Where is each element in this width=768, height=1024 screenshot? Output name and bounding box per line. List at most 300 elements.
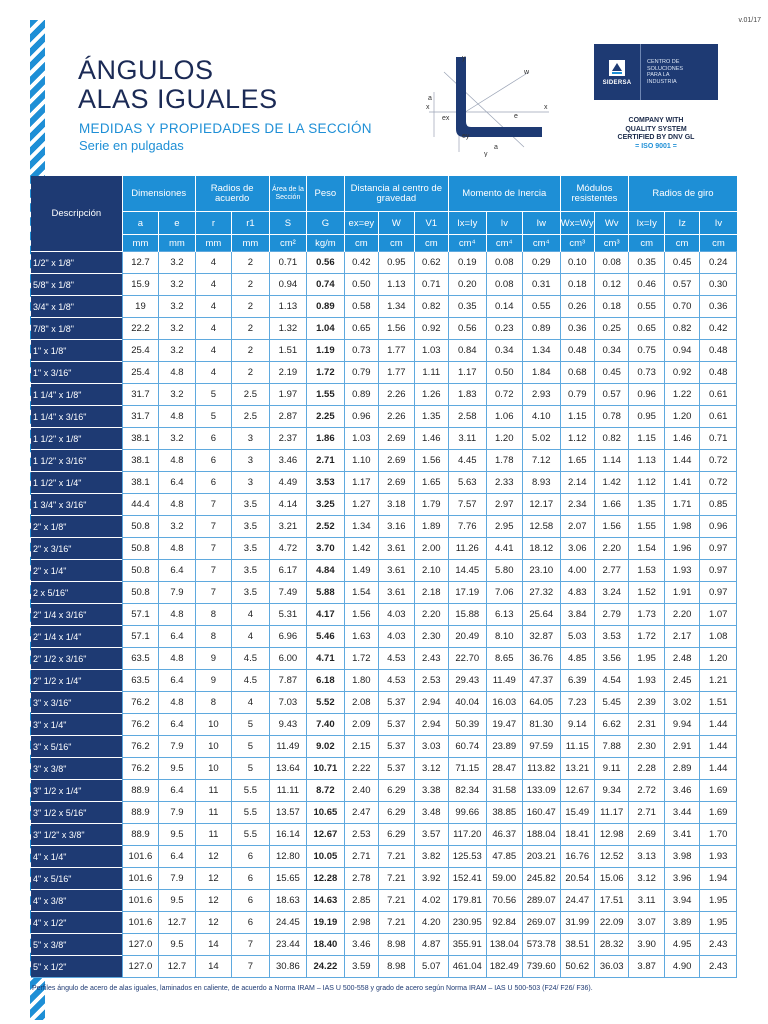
table-row xyxy=(31,516,737,538)
row-description: 2 x 5/16" xyxy=(31,582,122,604)
table-cell: 0.82 xyxy=(594,428,628,450)
table-cell: 12 xyxy=(195,890,231,912)
table-cell: 0.45 xyxy=(594,362,628,384)
row-description: 4" x 1/2" xyxy=(31,912,122,934)
table-cell: 4.20 xyxy=(414,912,448,934)
table-cell: 1.89 xyxy=(414,516,448,538)
table-cell: 12.67 xyxy=(560,780,594,802)
table-cell: 3.2 xyxy=(159,428,196,450)
table-cell: 3.5 xyxy=(232,582,269,604)
table-row xyxy=(31,648,737,670)
table-cell: 1.19 xyxy=(307,340,344,362)
table-cell: 4 xyxy=(195,318,231,340)
table-cell: 5.03 xyxy=(560,626,594,648)
table-cell: 2.72 xyxy=(629,780,664,802)
table-cell: 99.66 xyxy=(449,802,486,824)
table-cell: 4.03 xyxy=(379,626,414,648)
table-cell: 3.2 xyxy=(159,274,196,296)
table-cell: 0.34 xyxy=(486,340,522,362)
table-cell: 16.14 xyxy=(269,824,306,846)
table-cell: 0.82 xyxy=(664,318,699,340)
table-cell: 2.78 xyxy=(344,868,378,890)
table-cell: 7.21 xyxy=(379,868,414,890)
table-cell: 2.07 xyxy=(560,516,594,538)
table-cell: 22.2 xyxy=(122,318,158,340)
table-cell: 0.48 xyxy=(700,362,737,384)
table-cell: 11.26 xyxy=(449,538,486,560)
table-row xyxy=(31,846,737,868)
table-cell: 13.64 xyxy=(269,758,306,780)
table-cell: 6 xyxy=(195,472,231,494)
table-cell: 7.21 xyxy=(379,912,414,934)
table-cell: 1.98 xyxy=(664,516,699,538)
table-cell: 15.88 xyxy=(449,604,486,626)
table-cell: 11 xyxy=(195,802,231,824)
table-cell: 28.32 xyxy=(594,934,628,956)
table-cell: 3.16 xyxy=(379,516,414,538)
table-cell: 70.56 xyxy=(486,890,522,912)
table-cell: 11.11 xyxy=(269,780,306,802)
table-cell: 2.43 xyxy=(700,956,737,978)
table-cell: 2.19 xyxy=(269,362,306,384)
table-cell: 2.47 xyxy=(344,802,378,824)
table-cell: 2.95 xyxy=(486,516,522,538)
table-cell: 10 xyxy=(195,758,231,780)
table-row xyxy=(31,890,737,912)
table-cell: 8.98 xyxy=(379,956,414,978)
table-cell: 18.12 xyxy=(523,538,561,560)
table-cell: 5.37 xyxy=(379,692,414,714)
table-cell: 0.18 xyxy=(560,274,594,296)
table-cell: 6.4 xyxy=(159,846,196,868)
table-cell: 0.61 xyxy=(700,384,737,406)
table-cell: 38.51 xyxy=(560,934,594,956)
table-cell: 1.55 xyxy=(307,384,344,406)
table-cell: 2.85 xyxy=(344,890,378,912)
table-cell: 1.77 xyxy=(379,362,414,384)
table-cell: 127.0 xyxy=(122,956,158,978)
table-cell: 25.64 xyxy=(523,604,561,626)
table-cell: 4 xyxy=(195,274,231,296)
company-logo xyxy=(594,44,718,100)
table-cell: 6.00 xyxy=(269,648,306,670)
logo-brand: SIDERSA xyxy=(602,79,632,86)
table-cell: 2.5 xyxy=(232,406,269,428)
table-cell: 1.65 xyxy=(560,450,594,472)
header-unit: mm xyxy=(195,235,231,252)
table-cell: 5.88 xyxy=(307,582,344,604)
table-cell: 4.03 xyxy=(379,604,414,626)
logo-text-line: INDUSTRIA xyxy=(647,78,677,85)
table-cell: 289.07 xyxy=(523,890,561,912)
table-cell: 2.97 xyxy=(486,494,522,516)
header-symbol: Wv xyxy=(594,212,628,235)
table-cell: 2.33 xyxy=(486,472,522,494)
table-cell: 269.07 xyxy=(523,912,561,934)
cert-iso: = ISO 9001 = xyxy=(635,142,677,150)
table-cell: 4.95 xyxy=(664,934,699,956)
table-cell: 3.87 xyxy=(629,956,664,978)
table-cell: 1.35 xyxy=(629,494,664,516)
table-cell: 3.41 xyxy=(664,824,699,846)
diagram-label-x-right: x xyxy=(544,104,548,111)
table-cell: 9.11 xyxy=(594,758,628,780)
table-cell: 1.44 xyxy=(664,450,699,472)
logo-text-line: CENTRO DE xyxy=(647,59,680,65)
table-cell: 1.11 xyxy=(414,362,448,384)
header-unit: cm xyxy=(379,235,414,252)
diagram-label-x-left: x xyxy=(426,104,430,111)
table-cell: 3.98 xyxy=(664,846,699,868)
table-cell: 14 xyxy=(195,934,231,956)
table-cell: 0.23 xyxy=(486,318,522,340)
table-cell: 2.22 xyxy=(344,758,378,780)
table-cell: 6 xyxy=(195,450,231,472)
table-cell: 1.95 xyxy=(629,648,664,670)
table-cell: 1.65 xyxy=(414,472,448,494)
header-symbol: G xyxy=(307,212,344,235)
table-cell: 12.80 xyxy=(269,846,306,868)
table-row xyxy=(31,912,737,934)
row-description: 3" 1/2" x 3/8" xyxy=(31,824,122,846)
table-cell: 1.94 xyxy=(700,868,737,890)
table-row xyxy=(31,868,737,890)
page-subtitle: MEDIDAS Y PROPIEDADES DE LA SECCIÓN xyxy=(79,121,372,136)
table-cell: 1.44 xyxy=(700,758,737,780)
table-cell: 1.20 xyxy=(486,428,522,450)
table-cell: 4.8 xyxy=(159,406,196,428)
diagram-label-y-bottom: y xyxy=(484,151,488,157)
table-cell: 5 xyxy=(195,384,231,406)
table-cell: 8.98 xyxy=(379,934,414,956)
table-cell: 12.7 xyxy=(159,912,196,934)
table-cell: 0.71 xyxy=(700,428,737,450)
table-cell: 6.4 xyxy=(159,670,196,692)
table-cell: 15.65 xyxy=(269,868,306,890)
table-cell: 0.57 xyxy=(594,384,628,406)
table-cell: 245.82 xyxy=(523,868,561,890)
table-cell: 1.93 xyxy=(629,670,664,692)
table-cell: 0.92 xyxy=(414,318,448,340)
table-cell: 0.14 xyxy=(486,296,522,318)
series-label: Serie en pulgadas xyxy=(79,138,184,153)
row-description: 2" 1/4 x 1/4" xyxy=(31,626,122,648)
table-row xyxy=(31,626,737,648)
table-cell: 2.71 xyxy=(344,846,378,868)
table-cell: 12.28 xyxy=(307,868,344,890)
table-cell: 4.83 xyxy=(560,582,594,604)
table-cell: 2.18 xyxy=(414,582,448,604)
table-cell: 1.08 xyxy=(700,626,737,648)
table-cell: 9.34 xyxy=(594,780,628,802)
table-cell: 5 xyxy=(232,758,269,780)
table-cell: 7 xyxy=(195,560,231,582)
header-dimensiones: Dimensiones xyxy=(122,176,195,212)
table-cell: 1.56 xyxy=(344,604,378,626)
angle-section-diagram xyxy=(424,52,554,157)
table-cell: 4.53 xyxy=(379,670,414,692)
header-unit: mm xyxy=(159,235,196,252)
table-cell: 2.40 xyxy=(344,780,378,802)
table-cell: 1.04 xyxy=(307,318,344,340)
table-cell: 11 xyxy=(195,824,231,846)
table-cell: 14.45 xyxy=(449,560,486,582)
table-cell: 2.10 xyxy=(414,560,448,582)
diagram-label-w: w xyxy=(524,69,530,76)
table-cell: 3.18 xyxy=(379,494,414,516)
table-cell: 182.49 xyxy=(486,956,522,978)
table-cell: 9.5 xyxy=(159,890,196,912)
table-cell: 1.17 xyxy=(449,362,486,384)
diagram-label-y-top: y xyxy=(462,55,466,62)
table-cell: 59.00 xyxy=(486,868,522,890)
table-cell: 4 xyxy=(232,604,269,626)
table-cell: 0.94 xyxy=(664,340,699,362)
table-cell: 1.95 xyxy=(700,890,737,912)
table-cell: 230.95 xyxy=(449,912,486,934)
table-row xyxy=(31,296,737,318)
table-cell: 1.69 xyxy=(700,802,737,824)
table-cell: 4.41 xyxy=(486,538,522,560)
table-cell: 2.87 xyxy=(269,406,306,428)
table-cell: 7.03 xyxy=(269,692,306,714)
table-cell: 81.30 xyxy=(523,714,561,736)
table-cell: 133.09 xyxy=(523,780,561,802)
table-cell: 0.55 xyxy=(523,296,561,318)
table-cell: 46.37 xyxy=(486,824,522,846)
table-cell: 3.46 xyxy=(344,934,378,956)
table-cell: 2.69 xyxy=(379,450,414,472)
table-cell: 5.5 xyxy=(232,824,269,846)
table-cell: 2.53 xyxy=(344,824,378,846)
table-cell: 6.96 xyxy=(269,626,306,648)
table-cell: 2.25 xyxy=(307,406,344,428)
table-cell: 0.89 xyxy=(307,296,344,318)
table-cell: 3.24 xyxy=(594,582,628,604)
table-cell: 3 xyxy=(232,472,269,494)
table-cell: 88.9 xyxy=(122,824,158,846)
header-unit: cm⁴ xyxy=(449,235,486,252)
header-symbol: Ix=Iy xyxy=(629,212,664,235)
table-cell: 5.37 xyxy=(379,758,414,780)
table-cell: 0.72 xyxy=(486,384,522,406)
diagram-label-ey: ey xyxy=(462,133,470,140)
table-cell: 1.79 xyxy=(414,494,448,516)
table-cell: 4.5 xyxy=(232,648,269,670)
table-cell: 0.46 xyxy=(629,274,664,296)
table-row xyxy=(31,318,737,340)
table-cell: 7.9 xyxy=(159,802,196,824)
table-cell: 18.63 xyxy=(269,890,306,912)
table-row xyxy=(31,692,737,714)
header-unit: cm³ xyxy=(594,235,628,252)
table-cell: 2 xyxy=(232,274,269,296)
table-cell: 50.8 xyxy=(122,516,158,538)
table-cell: 4.8 xyxy=(159,362,196,384)
table-cell: 50.8 xyxy=(122,582,158,604)
table-cell: 3.59 xyxy=(344,956,378,978)
table-cell: 2.77 xyxy=(594,560,628,582)
table-cell: 3.84 xyxy=(560,604,594,626)
logo-emblem-icon xyxy=(608,59,626,77)
table-cell: 10 xyxy=(195,736,231,758)
table-cell: 2 xyxy=(232,318,269,340)
table-cell: 63.5 xyxy=(122,670,158,692)
table-cell: 1.42 xyxy=(344,538,378,560)
table-cell: 1.54 xyxy=(344,582,378,604)
table-cell: 0.57 xyxy=(664,274,699,296)
table-cell: 3.57 xyxy=(414,824,448,846)
table-cell: 6.17 xyxy=(269,560,306,582)
header-symbol: Iz xyxy=(664,212,699,235)
table-cell: 24.45 xyxy=(269,912,306,934)
row-description: 2" 1/4 x 3/16" xyxy=(31,604,122,626)
table-cell: 5 xyxy=(232,736,269,758)
row-description: 7/8" x 1/8" xyxy=(31,318,122,340)
table-body xyxy=(31,252,737,978)
table-row xyxy=(31,406,737,428)
table-cell: 20.49 xyxy=(449,626,486,648)
table-cell: 3.03 xyxy=(414,736,448,758)
table-cell: 6.29 xyxy=(379,802,414,824)
header-unit: mm xyxy=(232,235,269,252)
table-cell: 38.85 xyxy=(486,802,522,824)
table-cell: 12.52 xyxy=(594,846,628,868)
row-description: 1" x 3/16" xyxy=(31,362,122,384)
table-cell: 1.93 xyxy=(664,560,699,582)
table-cell: 461.04 xyxy=(449,956,486,978)
table-cell: 1.56 xyxy=(414,450,448,472)
table-cell: 7.21 xyxy=(379,846,414,868)
table-cell: 3.2 xyxy=(159,296,196,318)
table-cell: 0.30 xyxy=(700,274,737,296)
table-row xyxy=(31,582,737,604)
table-cell: 0.35 xyxy=(449,296,486,318)
table-cell: 4.17 xyxy=(307,604,344,626)
table-cell: 0.42 xyxy=(700,318,737,340)
table-cell: 1.13 xyxy=(269,296,306,318)
table-cell: 23.10 xyxy=(523,560,561,582)
header-units-row xyxy=(31,235,737,252)
table-cell: 3.5 xyxy=(232,560,269,582)
table-cell: 12.67 xyxy=(307,824,344,846)
header-peso: Peso xyxy=(307,176,344,212)
table-cell: 0.85 xyxy=(700,494,737,516)
table-cell: 2.37 xyxy=(269,428,306,450)
table-cell: 31.99 xyxy=(560,912,594,934)
table-cell: 24.47 xyxy=(560,890,594,912)
table-cell: 12 xyxy=(195,846,231,868)
table-cell: 12.17 xyxy=(523,494,561,516)
table-cell: 9.5 xyxy=(159,934,196,956)
table-cell: 0.65 xyxy=(629,318,664,340)
table-cell: 24.22 xyxy=(307,956,344,978)
table-cell: 6.29 xyxy=(379,824,414,846)
row-description: 3" x 1/4" xyxy=(31,714,122,736)
cert-line-3: CERTIFIED BY DNV GL xyxy=(617,134,695,141)
table-cell: 0.08 xyxy=(594,252,628,274)
table-cell: 0.72 xyxy=(700,450,737,472)
header-symbol: a xyxy=(122,212,158,235)
table-cell: 152.41 xyxy=(449,868,486,890)
header-radios-acuerdo: Radios de acuerdo xyxy=(195,176,269,212)
table-cell: 6 xyxy=(232,890,269,912)
table-cell: 3.38 xyxy=(414,780,448,802)
table-cell: 1.10 xyxy=(344,450,378,472)
table-cell: 92.84 xyxy=(486,912,522,934)
diagram-label-ex: ex xyxy=(442,115,450,122)
table-row xyxy=(31,758,737,780)
table-cell: 3.11 xyxy=(629,890,664,912)
table-cell: 7.9 xyxy=(159,868,196,890)
table-cell: 12 xyxy=(195,868,231,890)
table-cell: 0.34 xyxy=(594,340,628,362)
table-cell: 4 xyxy=(232,692,269,714)
table-cell: 1.34 xyxy=(523,340,561,362)
row-description: 5" x 1/2" xyxy=(31,956,122,978)
table-cell: 2.69 xyxy=(379,472,414,494)
table-cell: 0.19 xyxy=(449,252,486,274)
table-cell: 23.44 xyxy=(269,934,306,956)
table-row xyxy=(31,340,737,362)
table-cell: 4.8 xyxy=(159,538,196,560)
table-cell: 6.4 xyxy=(159,626,196,648)
table-cell: 28.47 xyxy=(486,758,522,780)
header-unit: cm xyxy=(414,235,448,252)
table-cell: 14.63 xyxy=(307,890,344,912)
table-cell: 5.07 xyxy=(414,956,448,978)
table-cell: 0.62 xyxy=(414,252,448,274)
table-cell: 0.26 xyxy=(560,296,594,318)
table-cell: 1.84 xyxy=(523,362,561,384)
table-cell: 47.85 xyxy=(486,846,522,868)
table-cell: 2.30 xyxy=(629,736,664,758)
table-cell: 50.62 xyxy=(560,956,594,978)
table-cell: 3.5 xyxy=(232,538,269,560)
table-cell: 4.8 xyxy=(159,692,196,714)
table-cell: 739.60 xyxy=(523,956,561,978)
table-cell: 3.06 xyxy=(560,538,594,560)
logo-text-line: SOLUCIONES xyxy=(647,65,684,72)
table-cell: 60.74 xyxy=(449,736,486,758)
table-cell: 1.78 xyxy=(486,450,522,472)
table-cell: 8.93 xyxy=(523,472,561,494)
table-cell: 0.92 xyxy=(664,362,699,384)
table-cell: 2 xyxy=(232,296,269,318)
table-cell: 18.40 xyxy=(307,934,344,956)
table-cell: 0.95 xyxy=(379,252,414,274)
table-cell: 355.91 xyxy=(449,934,486,956)
table-cell: 6.4 xyxy=(159,714,196,736)
table-cell: 101.6 xyxy=(122,912,158,934)
row-description: 2" x 1/8" xyxy=(31,516,122,538)
table-cell: 4 xyxy=(195,362,231,384)
table-cell: 1.51 xyxy=(700,692,737,714)
table-cell: 6 xyxy=(195,428,231,450)
table-row xyxy=(31,450,737,472)
table-cell: 0.72 xyxy=(700,472,737,494)
table-cell: 3.2 xyxy=(159,340,196,362)
table-cell: 7.87 xyxy=(269,670,306,692)
table-cell: 5.37 xyxy=(379,714,414,736)
table-cell: 0.56 xyxy=(307,252,344,274)
table-cell: 4.85 xyxy=(560,648,594,670)
table-cell: 7.57 xyxy=(449,494,486,516)
table-cell: 5.5 xyxy=(232,802,269,824)
table-cell: 7 xyxy=(195,538,231,560)
table-cell: 57.1 xyxy=(122,604,158,626)
table-cell: 1.35 xyxy=(414,406,448,428)
